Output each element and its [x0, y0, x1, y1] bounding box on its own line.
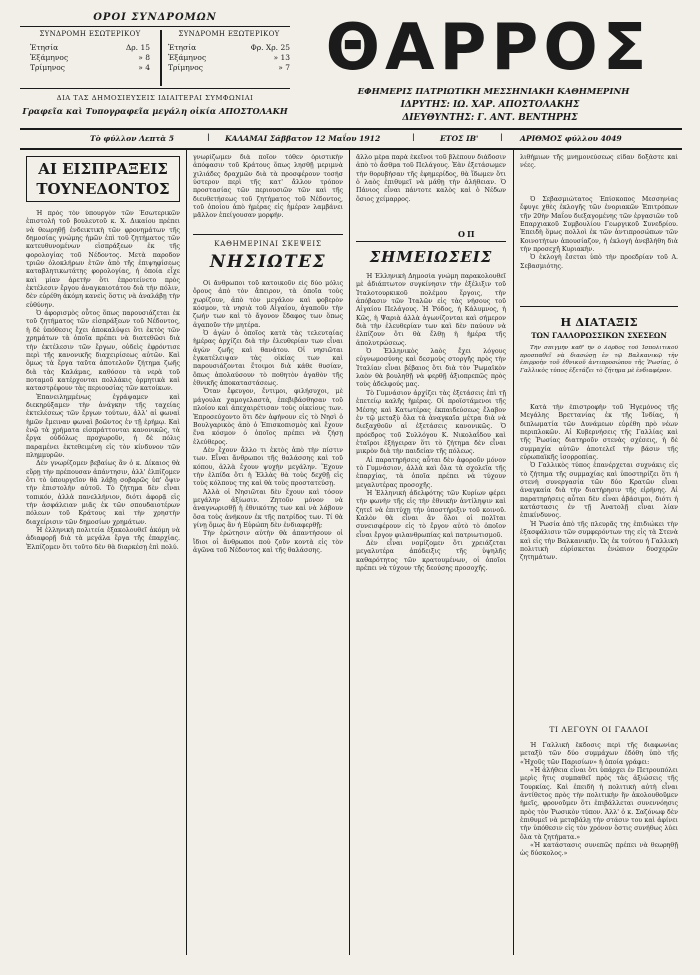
- paragraph: «Ἡ ἀλήθεια εἶναι ὅτι ὑπάρχει ἐν Πετρουπόλει μερὶς ἣτις συμπαθεῖ πρὸς τὰς ἀξιώσεις τῆς Τουρκίας. Καὶ ἐπειδὴ ἡ πολιτικὴ αὐτὴ εἶναι ἀντίθετος πρὸς τὴν πολιτικὴν ἣν ἀκολουθοῦμεν ἡμεῖς, φρονοῦμεν ὅτι ἐπιβάλλεται συνεννόησις πρὸς τὸν Ῥωσικὸν τύπον. Ἀλλ' ὁ κ. Σαζόνωφ δὲν ἐπιθυμεῖ νὰ μεταβάλῃ τὴν στάσιν του καὶ ἀφίνει τὴν ὑπόθεσιν εἰς τὸν χρόνον ὅστις συνήθως λύει ὅλα τὰ ζητήματα.»: [520, 767, 678, 841]
- foreign-rate-row: [168, 53, 290, 63]
- islanders-article-body: [193, 280, 343, 955]
- divider: |: [500, 132, 503, 141]
- founder-line: ΙΔΡΥΤΗΣ: ΙΩ. ΧΑΡ. ΑΠΟΣΤΟΛΑΚΗΣ: [400, 100, 580, 110]
- director-line: ΔΙΕΥΘΥΝΤΗΣ: Γ. ΑΝΤ. ΒΕΝΤΗΡΗΣ: [402, 113, 578, 123]
- paragraph: Ἡ Ἑλληνικὴ Δημοσία γνώμη παρακολουθεῖ μὲ ἀδιάπτωτον συγκίνησιν τὴν ἐξέλιξιν τοῦ Ἰταλοτουρκικοῦ πολέμου ἔργοις, τὴν ἀπόβασιν τῶν Ἰταλῶν εἰς τὰς νήσους τοῦ Αἰγαίου Πελάγους. Ἡ Ῥόδος, ἡ Κάλυμνος, ἡ Κῶς, ἡ Ψαριὰ ἀλλὰ ἀγωνίζονται καὶ σήμερον διὰ τὴν ἐλευθερίαν των καὶ δὲν παύουν νὰ ἐλπίζουν ὅτι θὰ ἔλθῃ ἡ ἡμέρα τῆς ἀπολυτρώσεως.: [356, 273, 506, 347]
- divider: |: [412, 132, 415, 141]
- gallo-russian-headline: [518, 314, 680, 341]
- paragraph: λιθήμιων τῆς μνημονεύσεως εἶδαν δοξάστε καὶ νέες.: [520, 154, 678, 170]
- paragraph: Ὁ Γαλλικὸς τύπος ἐπανέρχεται συχνάκις εἰς τὸ ζήτημα τῆς συμμαχίας καὶ ὑποστηρίζει ὅτι ἡ στενὴ συνεργασία τῶν δύο Κρατῶν εἶναι ἀναγκαία διὰ τὴν διατήρησιν τῆς εἰρήνης. Αἱ παρατηρήσεις αὗται δὲν εἶναι ἀβάσιμοι, διότι ἡ κατάστασις ἐν τῇ Ἀνατολῇ εἶναι λίαν ἐπικίνδυνος.: [520, 462, 678, 520]
- paragraph: Ἡ ἑλληνικὴ πολιτεία ἐξακολουθεῖ ἀκόμη νὰ ἀδιαφορῇ διὰ τὰ μεγάλα ἔργα τῆς ἐπαρχίας. Ἐλπίζομεν ὅτι τοῦτο δὲν θὰ διαρκέσῃ ἐπὶ πολύ.: [26, 527, 180, 551]
- tax-article-body: [26, 210, 180, 955]
- domestic-rate-row: [30, 63, 150, 73]
- divider: [20, 26, 290, 27]
- paragraph: ἄλλο μέρα παρὰ ἐκεῖνοι τοῦ βλέπουν διάδοσιν ἀπὸ τὸ ἄσθμα τοῦ Πελάγους. Ἐὰν ἐξετάσωμεν τὴν θορυβήσαν τῆς ἐφημερίδος, θὰ ἴδωμεν ὅτι ὁ λαὸς ἐπιθυμεῖ νὰ μάθῃ τὴν ἀλήθειαν. Ὁ Πάνιος εἶναι πάντοτε καλὸς καὶ ὁ Νέδων ὅσιος χείμαρρος.: [356, 154, 506, 203]
- election-notice: [520, 196, 678, 296]
- newspaper-title: ΘΑΡΡΟΣ: [325, 11, 652, 85]
- dateline-bar: [20, 132, 682, 146]
- gallo-russian-body: [520, 404, 678, 719]
- domestic-subscription-box: [30, 29, 150, 73]
- notes-headline: ΣΗΜΕΙΩΣΕΙΣ: [369, 248, 493, 266]
- divider: [20, 128, 682, 130]
- gallo-russian-headline-line-2: ΤΩΝ ΓΑΛΛΟΡΩΣΣΙΚΩΝ ΣΧΕΣΕΩΝ: [531, 331, 667, 340]
- paragraph: Ὁ Σεβασμιώτατος Ἐπίσκοπος Μεσσηνίας ἔφυγε χθὲς ἐκλογῆς τῶν ἐνοριακῶν Ἐπιτρόπων τῆν 20ὴν Μαΐου διεξαγομένης τῶν ἐργασιῶν τοῦ Επαρχιακοῦ Συμβουλίου Γεωργικοῦ Συνεδρίου. Ἐπειδὴ ὅμως πολλοὶ ἐκ τῶν ἀντιπροσώπων τῶν Κοινοτήτων ἀπουσίαζον, ἡ ἐκλογὴ ἀνεβλήθη διὰ τὴν προσεχῆ Κυριακὴν.: [520, 196, 678, 254]
- paragraph: Ὁ ἐκλογὴ ἔσεται ὑπὸ τὴν προεδρίαν τοῦ Α. Σεβασμιότης.: [520, 254, 678, 270]
- paragraph: Τὴν σπιγμὴν καθ' ἣν ὁ λόρδος τοῦ Ἰσπολιτικοῦ προσπαθεῖ νὰ διασώσῃ ἐν τῷ Βαλκανικῷ τὴν ἐπιρροὴν τοῦ ἐθνικοῦ ἀντιπροσώπου τῆς Ῥωσίας, ὁ Γαλλικὸς τύπος ἐξετάζει τὸ ζήτημα μὲ ἐνδιαφέρον.: [520, 345, 678, 374]
- divider: [160, 30, 162, 86]
- period-label: Ἑξάμηνος: [168, 53, 207, 62]
- gallic-view-body: [520, 742, 678, 955]
- column-rule: [513, 150, 514, 955]
- divider: |: [207, 132, 210, 141]
- paragraph: Δὲν ἔχουν ἄλλο τι ἐκτὸς ἀπὸ τὴν πίστιν των. Εἶναι ἄνθρωποι τῆς θαλάσσης καὶ τοῦ κόπου, ἀλλὰ ἔχουν ψυχὴν μεγάλην. Ἔχουν τὴν ἐλπίδα ὅτι ἡ Ἑλλὰς θὰ τοὺς δεχθῇ εἰς τοὺς κόλπους της καὶ θὰ τοὺς προστατεύσῃ.: [193, 446, 343, 488]
- gallo-russian-headline-line-1: Η ΔΙΑΤΑΞΙΣ: [560, 315, 638, 329]
- article-end-mark: ΟΠ: [458, 229, 477, 239]
- domestic-rate-row: [30, 43, 150, 53]
- period-label: Ἐτησία: [30, 43, 59, 52]
- foreign-rate-row: [168, 63, 290, 73]
- foreign-subscription-box: [168, 29, 290, 73]
- issue-date: ΚΑΛΑΜΑΙ Σάββατον 12 Μαΐου 1912: [225, 134, 381, 143]
- period-label: Τρίμηνος: [168, 63, 203, 72]
- notes-article-body: [356, 273, 506, 955]
- paragraph: Ἀλλὰ οἱ Νησιῶται δὲν ἔχουν καὶ τόσον μεγάλην ἀξίωσιν. Ζητοῦν μόνον νὰ ἀναγνωρισθῇ ἡ ἐθνικότης των καὶ νὰ λάβουν ὅσα τοὺς ἀνήκουν ἐκ τῆς πατρίδος των. Τί θὰ γίνῃ ὅμως ἂν ἡ Εὐρώπη δὲν ἐνδιαφερθῇ;: [193, 488, 343, 529]
- paragraph: Αἱ παρατηρήσεις αὗται δὲν ἀφοροῦν μόνον τὸ Γυμνάσιον, ἀλλὰ καὶ ὅλα τὰ σχολεῖα τῆς ἐπαρχίας, τὰ ὁποῖα πρέπει νὰ τύχουν μεγαλυτέρας προσοχῆς.: [356, 456, 506, 489]
- paragraph: Οἱ ἄνθρωποι τοῦ κατοικοῦν εἰς δύο μόλις ὄρους ἀπὸ τὸν ἄπειρον, τὰ ὁποῖα τοὺς χωρίζουν, ἀπὸ τὸν μεγάλον καὶ φοβερὸν κόσμον, τὰ νησιὰ τοῦ Αἰγαίου, ἀγαποῦν τὴν ζωήν των καὶ τὸ ἄγονον ἔδαφος των ὅπως ἀγαποῦν τὴν μητέρα.: [193, 280, 343, 329]
- paragraph: Ὁ Ἑλληνικὸς λαὸς ἔχει λόγους εὐγνωμοσύνης καὶ δεσμοὺς στοργῆς πρὸς τὴν Ἰταλίαν εἶναι βέβαιος ὅτι διὰ τὸν Ῥωμαϊκὸν λαὸν θὰ βουληθῇ νὰ φερθῇ ἀξιοπρεπῶς πρὸς τοὺς ἀδελφούς μας.: [356, 348, 506, 389]
- paragraph: Ὁ ἀφορισμὸς οὗτος ὅπως παρουσιάζεται ἐκ τοῦ ζητήματος τῶν εἰσπράξεων τοῦ Νέδοντος, ἡ δὲ ὑπόθεσις ἔχει ἀποκαλύψει ὅτι ἐκτὸς τῶν χρημάτων τὰ ὁποῖα πρέπει νὰ διατεθῶσι διὰ τὴν ἐκτέλεσιν τῶν ἔργων, οὐδεὶς ἐφρόντισε περὶ τῆς κανονικῆς διαχειρίσεως αὐτῶν. Καὶ ὅμως τὰ ἔργα ταῦτα ἀποτελοῦν ζήτημα ζωῆς διὰ τὰς Καλάμας, καθόσον τὰ νερὰ τοῦ ποταμοῦ κατέρχονται πολλάκις ὁρμητικὰ καὶ καταστρέφουν τὰς περιουσίας τῶν κατοίκων.: [26, 310, 180, 393]
- islanders-continuation: [356, 154, 506, 230]
- gallo-russian-lead: [520, 345, 678, 401]
- column-rule: [349, 150, 350, 955]
- paragraph: Δὲν γνωρίζομεν βεβαίως ἂν ὁ κ. Δίκαιος θὰ εὕρῃ τὴν πρέπουσαν ἀπάντησιν, ἀλλ' ἐλπίζομεν ὅτι τὸ ὑπουργεῖον θὰ λάβῃ σοβαρῶς ὑπ' ὄψιν τὴν ἐπιστολὴν αὐτοῦ. Τὸ ζήτημα δὲν εἶναι τοπικόν, ἀλλὰ πανελλήνιον, διότι ἀφορᾷ εἰς τὴν ἀσφάλειαν μιᾶς ἐκ τῶν σπουδαιοτέρων πόλεων τοῦ Κράτους καὶ τὴν χρηστὴν διαχείρισιν τῶν δημοσίων χρημάτων.: [26, 460, 180, 526]
- price-value: Δρ. 15: [125, 43, 150, 52]
- period-label: Τρίμηνος: [30, 63, 65, 72]
- tax-article-continuation: [193, 154, 343, 230]
- divider: [193, 234, 343, 235]
- period-label: Ἑξάμηνος: [30, 53, 69, 62]
- paragraph: Ὅταν ἔφευγον, ἔντιμοι, φιλήσυχοι, μὲ μάγουλα χαμογελαστὰ, ἐπεβιβάσθησαν τοῦ πλοίου καὶ ἀπεχαιρέτισαν τοὺς οἰκείους των. Ἐπροσεύχοντο ὅτι δὲν ἀφήνουν εἰς τὸ Νησὶ ὁ Βουλγαρικὸς ἀπὸ ὁ Ἐπισκοπισμὸς καὶ ἔχουν ἕνα κόσμον ὁ ὁποῖος πρέπει νὰ ζήσῃ ἐλεύθερος.: [193, 388, 343, 446]
- price-value: » 8: [138, 53, 150, 62]
- domestic-subscription-title: ΣΥΝΔΡΟΜΗ ΕΣΩΤΕΡΙΚΟΥ: [39, 30, 141, 38]
- paragraph: Ἡ πρὸς τὸν ὑπουργὸν τῶν Ἐσωτερικῶν ἐπιστολὴ τοῦ βουλευτοῦ κ. Χ. Δικαίου πρέπει νὰ θεωρηθῇ ἐνδεικτικὴ τῶν φρονημάτων τῆς δημοσίας γνώμης ἡμῶν ἐπὶ τοῦ ζητήματος τῶν κατευθυνομένων εἰσπράξεων ἐκ τῆς φορολογίας τοῦ Νέδοντος. Μετὰ παροδον τριῶν ὁλοκλήρων ἐτῶν ἀπὸ τῆς ἐπιψηφίσεως καταβλητικωτάτης φορολογίας, ἡ ὁποία εἶχε καὶ μίαν ἀρετὴν ὅτι ἐπροτείνετο πρὸς ἐκτέλεσιν ἔργου ἀναγκαιοτάτου διὰ τὴν πόλιν, δὲν εὑρέθη ἀκόμη κανεὶς ὅστις νὰ ἀναλάβῃ τὴν εὐθύνην.: [26, 210, 180, 309]
- notes-continuation: [520, 154, 678, 174]
- paragraph: Ὁ ἀγὼν ὁ ὁποῖος κατὰ τὰς τελευταίας ἡμέρας ἀρχίζει διὰ τὴν ἐλευθερίαν των εἶναι ἀγὼν ζωῆς καὶ θανάτου. Οἱ νησιῶται ἐγκατέλειψαν τὰς οἰκίας των καὶ παρουσιάζονται ἕτοιμοι διὰ κάθε θυσίαν, ὅπως ἀπολαύσουν τὸ ποθητὸν ἀγαθὸν τῆς ἐθνικῆς ἀποκαταστάσεως.: [193, 330, 343, 388]
- islanders-headline: ΝΗΣΙΩΤΕΣ: [209, 252, 327, 272]
- domestic-rate-row: [30, 53, 150, 63]
- paragraph: Κατὰ τὴν ἐπιστροφὴν τοῦ Ἠγεμόνος τῆς Μεγάλης Βρεττανίας ἐκ τῆς Ἰνδίας, ἡ διπλωματία τῶν Δυνάμεων εὑρέθη πρὸ νέων περιπλοκῶν. Αἱ Κυβερνήσεις τῆς Γαλλίας καὶ τῆς Ῥωσίας διατηροῦν στενὰς σχέσεις, ἡ δὲ συμμαχία αὐτῶν ἀποτελεῖ τὴν βάσιν τῆς εὐρωπαϊκῆς ἰσορροπίας.: [520, 404, 678, 462]
- divider: [20, 148, 682, 150]
- gallic-view-headline: ΤΙ ΛΕΓΟΥΝ ΟΙ ΓΑΛΛΟΙ: [549, 725, 649, 734]
- paragraph: Ἐπανειλημμένως ἐγράψαμεν καὶ διεκηρύξαμεν τὴν ἀνάγκην τῆς ταχείας ἐκτελέσεως τῶν ἔργων τούτων, ἀλλ' αἱ φωναὶ ἡμῶν ἔμειναν φωναὶ βοῶντος ἐν τῇ ἐρήμῳ. Καὶ ἐνῷ τὰ χρήματα εἰσπράττονται κανονικῶς, τὰ ἔργα οὐδόλως προχωροῦν, ἡ δὲ πόλις παραμένει ἐκτεθειμένη εἰς τὸν κίνδυνον τῶν πλημμυρῶν.: [26, 393, 180, 459]
- paragraph: Ἡ Ἑλληνικὴ ἀδελφότης τῶν Κυρίων φέρει τὴν φωνὴν τῆς εἰς τὴν ἐθνικὴν ἀντίληψιν καὶ ζητεῖ νὰ ἐπιτύχῃ τὴν ὑποστήριξιν τοῦ κοινοῦ. Καλὸν θὰ εἶναι ἂν ὅλοι οἱ πολῖται συνεισφέρουν εἰς τὸ ἔργον αὐτὸ τὸ ὁποῖον εἶναι ἔργον φιλανθρωπίας καὶ πατριωτισμοῦ.: [356, 489, 506, 539]
- issue-number: ΑΡΙΘΜΟΣ φύλλου 4049: [520, 134, 622, 143]
- subscription-title: ΟΡΟΙ ΣΥΝΔΡΟΜΩΝ: [93, 12, 217, 23]
- office-notice: Γραφεῖα καὶ Τυπογραφεῖα μεγάλη οἰκία ΑΠΟΣΤΟΛΑΚΗ: [22, 106, 288, 116]
- paragraph: «Ἡ κατάστασις συνεπῶς πρέπει νὰ θεωρηθῇ ὡς δύσκολος.»: [520, 842, 678, 858]
- tax-headline-line-2: ΤΟΥΝΕΔΟΝΤΟΣ: [36, 180, 170, 198]
- foreign-subscription-title: ΣΥΝΔΡΟΜΗ ΕΞΩΤΕΡΙΚΟΥ: [178, 30, 280, 38]
- newspaper-subtitle: ΕΦΗΜΕΡΙΣ ΠΑΤΡΙΩΤΙΚΗ ΜΕΣΣΗΝΙΑΚΗ ΚΑΘΗΜΕΡΙΝΗ: [357, 87, 630, 97]
- ads-notice: ΔΙΑ ΤΑΣ ΔΗΜΟΣΙΕΥΣΕΙΣ ΙΔΙΑΙΤΕΡΑΙ ΣΥΜΦΩΝΙΑΙ: [56, 94, 254, 102]
- paragraph: Τὴν ἐρώτησιν αὐτὴν θὰ ἀπαντήσουν οἱ ἴδιοι οἱ ἄνθρωποι ποὺ ζοῦν κοντὰ εἰς τὸν ἀγῶνα τοῦ Νέδοντος καὶ τῆς θαλάσσης.: [193, 530, 343, 554]
- divider: [356, 241, 506, 242]
- price-value: » 7: [278, 63, 290, 72]
- paragraph: γνωρίζωμεν διὰ ποῖον τόθεν ὁριστικὴν ἀπόφασιν τοῦ Κράτους ὅπως λησθῇ μεριμνὰ χιλιάδες δραχμῶν διὰ τὰ προσφέρουν τοσήσ ύστερον περὶ τῆς κατ' ἄλλον τρόπον προστασίας τῶν περιουσιῶν τῶν καὶ τῆς διευθετήσεως τοῦ ζητήματος τοῦ Νέδοντος, τοῦ ὁποίου ἀπὸ ἡμέρας εἰς ἡμέραν λαμβάνει μᾶλλον ἐπείγουσαν μορφήν.: [193, 154, 343, 220]
- tax-headline-line-1: ΑΙ ΕΙΣΠΡΑΞΕΙΣ: [38, 160, 168, 178]
- price-value: Φρ. Χρ. 25: [250, 43, 290, 52]
- column-rule: [186, 150, 187, 955]
- paragraph: Ἡ Ῥωσία ἀπὸ τῆς πλευρᾶς της ἐπιδιώκει τὴν ἐξασφάλισιν τῶν συμφερόντων της εἰς τὰ Στενὰ καὶ εἰς τὴν Βαλκανικήν. Ὡς ἐκ τούτου ἡ Γαλλικὴ πολιτικὴ εὑρίσκεται ἐνώπιον δυσχερῶν ζητημάτων.: [520, 520, 678, 562]
- price-value: » 4: [138, 63, 150, 72]
- paragraph: Τὸ Γυμνάσιον ἀρχίζει τὰς ἐξετάσεις ἐπὶ τῇ ἐπετείῳ καλῆς ἡμέρας. Οἱ προϊστάμενοι τῆς Μέσης καὶ Κατωτέρας ἐκπαιδεύσεως ἔλαβον ἐν τῷ μεταξὺ ὅλα τὰ ἀναγκαῖα μέτρα διὰ νὰ διεξαχθοῦν αἱ ἐξετάσεις κανονικῶς. Ὁ πρόεδρος τοῦ Συλλόγου Κ. Νικολαΐδου καὶ ἑταῖροι ἐξήγειραν ὅτι τὸ ζήτημα δὲν εἶναι μικρὸν διὰ τὴν παιδείαν τῆς πόλεως.: [356, 389, 506, 456]
- paragraph: Ἡ Γαλλικὴ ἔκδοσις περὶ τῆς διαφωνίας μεταξὺ τῶν δύο συμμάχων ἐδόθη ὑπὸ τῆς «Ἡχοῦς τῶν Παρισίων» ἡ ὁποία γράφει:: [520, 742, 678, 766]
- islanders-kicker: ΚΑΘΗΜΕΡΙΝΑΙ ΣΚΕΨΕΙΣ: [214, 240, 322, 248]
- price-value: » 13: [273, 53, 290, 62]
- paragraph: Δὲν εἶναι νομίζομεν ὅτι χρειάζεται μεγαλυτέρα ἀπόδειξις τῆς ὑψηλῆς καθαρότητος τῶν κρατουμένων, οἱ ὁποῖοι πρέπει νὰ τύχουν τῆς δεούσης προσοχῆς.: [356, 540, 506, 573]
- divider: [520, 306, 678, 307]
- divider: [20, 88, 290, 89]
- issue-price: Τὸ φύλλον Λεπτὰ 5: [90, 134, 175, 143]
- period-label: Ἐτησία: [168, 43, 197, 52]
- tax-headline-box: [26, 156, 180, 202]
- foreign-rate-row: [168, 43, 290, 53]
- issue-year: ΕΤΟΣ ΙΒ': [440, 134, 479, 143]
